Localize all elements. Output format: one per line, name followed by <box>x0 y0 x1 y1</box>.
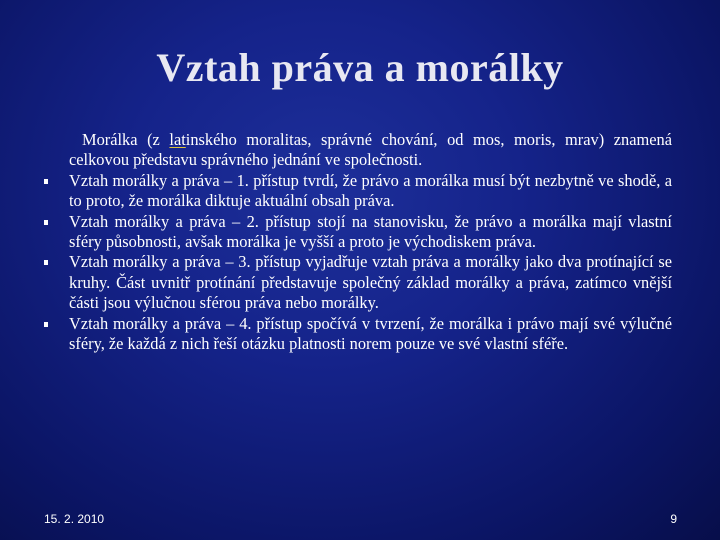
bullet-item <box>40 314 672 355</box>
bullet-text: Vztah morálky a práva – 2. přístup stojí na stanovisku, že právo a morálka mají vlastní sféry působnosti, avšak morálka je vyšší a proto je východiskem práva. <box>69 211 672 252</box>
bullet-item <box>40 212 672 253</box>
intro-text-underlined: lat <box>169 130 186 149</box>
bullet-text: Vztah morálky a práva – 3. přístup vyjadřuje vztah práva a morálky jako dva protínající se kruhy. Část uvnitř protínání představuje společný základ morálky a práva, zatímco vnější části jsou výlučnou sférou práva nebo morálky. <box>69 252 672 313</box>
square-bullet-icon <box>44 260 48 265</box>
intro-text-end: inského moralitas, správné chování, od mos, moris, mrav) znamená celkovou představu správného jednání ve společnosti. <box>69 130 672 170</box>
slide-title: Vztah práva a morálky <box>156 45 564 90</box>
footer-date: 15. 2. 2010 <box>44 512 105 526</box>
bullet-list <box>40 171 672 355</box>
bullet-item <box>40 252 672 313</box>
square-bullet-icon <box>44 220 48 225</box>
page-number: 9 <box>670 512 677 526</box>
bullet-text: Vztah morálky a práva – 1. přístup tvrdí, že právo a morálka musí být nezbytně ve shodě, a to proto, že morálka diktuje aktuální obsah práva. <box>69 170 672 211</box>
bullet-item <box>40 171 672 212</box>
square-bullet-icon <box>44 179 48 184</box>
intro-paragraph <box>40 130 672 171</box>
bullet-text: Vztah morálky a práva – 4. přístup spočívá v tvrzení, že morálka i právo mají své výlučné sféry, že každá z nich řeší otázku platnosti norem pouze ve své vlastní sféře. <box>69 313 672 354</box>
slide-content <box>40 130 672 354</box>
intro-text-start: Morálka (z <box>82 130 170 149</box>
square-bullet-icon <box>44 322 48 327</box>
